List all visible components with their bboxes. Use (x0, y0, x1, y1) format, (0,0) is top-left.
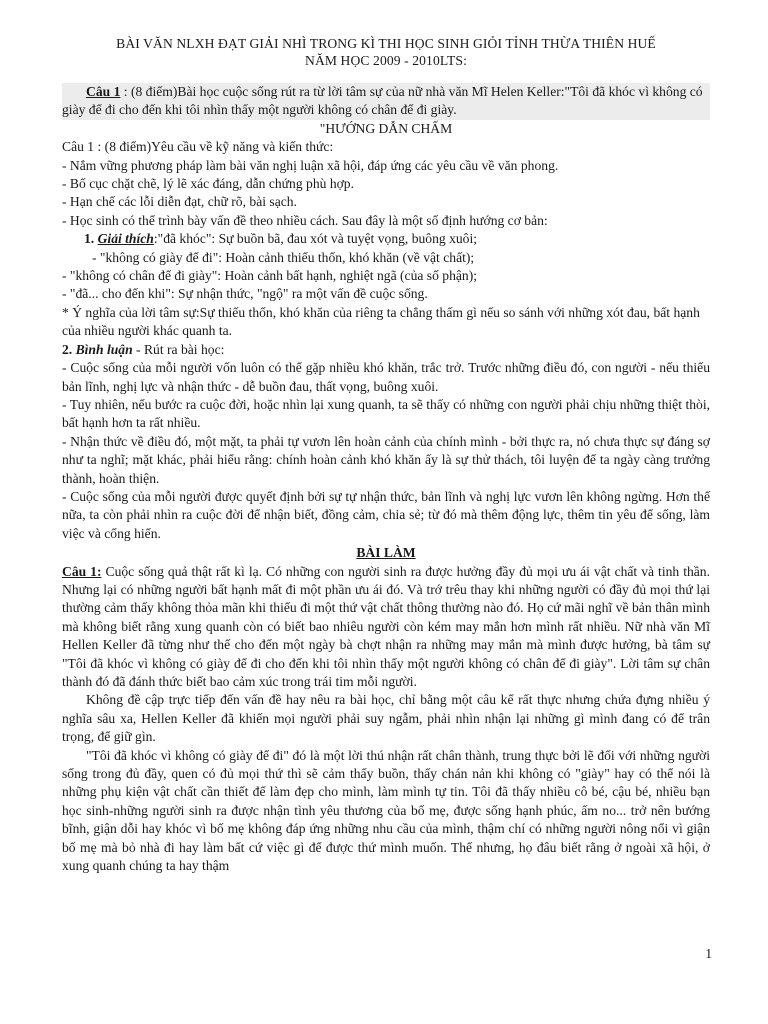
comment-item: - Cuộc sống của mỗi người vốn luôn có thể gặp nhiều khó khăn, trắc trở. Trước những điều đó, con người - nếu thiếu bản lĩnh, nghị lực và nhận thức - dễ buồn đau, thất vọng, buông xuôi. (62, 360, 710, 394)
requirement-item: - Học sinh có thể trình bày vấn đề theo nhiều cách. Sau đây là một số định hướng cơ bản: (62, 212, 548, 228)
essay-paragraph-1 (62, 563, 710, 692)
requirement-item: - Bố cục chặt chẽ, lý lẽ xác đáng, dẫn chứng phù hợp. (62, 176, 355, 192)
essay-label: Câu 1: (62, 563, 102, 579)
explain-line-1: :"đã khóc": Sự buồn bã, đau xót và tuyệt vọng, buông xuôi; (153, 231, 478, 247)
title-line-2: NĂM HỌC 2009 - 2010LTS: (305, 53, 467, 68)
explain-line-2: - "không có giày để đi": Hoàn cảnh thiếu thốn, khó khăn (về vật chất); (92, 249, 475, 265)
comment-subtitle: - Rút ra bài học: (132, 341, 225, 357)
comment-number: 2. (62, 341, 76, 357)
explain-label: Giải thích (97, 231, 154, 247)
document-title (62, 35, 710, 69)
document-page (62, 35, 710, 875)
requirements-intro: Câu 1 : (8 điểm)Yêu cầu về kỹ năng và kiến thức: (62, 139, 334, 155)
essay-paragraph-2: Không đề cập trực tiếp đến vấn đề hay nêu ra bài học, chỉ bằng một câu kể rất thực nhưng chứa đựng nhiều ý nghĩa sâu xa, Hellen Keller đã khiến mọi người phải suy ngẫm, phải nhìn nhận lại những gì mình đang có để trân trọng, để giữ gìn. (62, 692, 710, 745)
explain-line-4: - "đã... cho đến khi": Sự nhận thức, "ngộ" ra một vấn đề cuộc sống. (62, 286, 428, 302)
guide-title: "HƯỚNG DẪN CHẤM (319, 120, 453, 136)
question-label: Câu 1 (86, 84, 121, 99)
question-text: : (8 điểm)Bài học cuộc sống rút ra từ lời tâm sự của nữ nhà văn Mĩ Helen Keller:"Tôi đã khóc vì không có giày để đi cho đến khi tôi nhìn thấy một người không có chân để đi giày. (62, 84, 703, 118)
comment-item: - Tuy nhiên, nếu bước ra cuộc đời, hoặc nhìn lại xung quanh, ta sẽ thấy có những con người phải chịu những thiệt thòi, bất hạnh hơn ta rất nhiều. (62, 396, 710, 431)
essay-paragraph-3: "Tôi đã khóc vì không có giày để đi" đó là một lời thú nhận rất chân thành, trung thực bởi lẽ đối với những người sống trong đủ đầy, quen có đủ mọi thứ thì sẽ cảm thấy buồn, thấy chán nản khi không có "giày" hay có thể nói là những phụ kiện vật chất cần thiết để làm đẹp cho mình, làm mình tự tin. Tôi đã thấy nhiều cô bé, cậu bé, nhiều bạn học sinh-những người sinh ra được nhận tình yêu thương của bố mẹ, được sống hạnh phúc, ấm no... trở nên bướng bĩnh, giận dỗi hay khóc vì bố mẹ không đáp ứng những nhu cầu của mình, thậm chí có những người nông nổi vì giận bố mẹ mà bỏ nhà đi hay làm bất cứ việc gì để được thứ mình muốn. Thế nhưng, họ đâu biết rằng ở ngoài xã hội, ở xung quanh chúng ta hay thậm (62, 747, 710, 874)
title-line-1: BÀI VĂN NLXH ĐẠT GIẢI NHÌ TRONG KÌ THI HỌC SINH GIỎI TỈNH THỪA THIÊN HUẾ (116, 36, 656, 51)
requirement-item: - Nắm vững phương pháp làm bài văn nghị luận xã hội, đáp ứng các yêu cầu về văn phong. (62, 157, 559, 173)
requirement-item: - Hạn chế các lỗi diễn đạt, chữ rõ, bài sạch. (62, 194, 297, 210)
comment-label: Bình luận (75, 341, 133, 357)
essay-paragraph-1-text: Cuộc sống quả thật rất kì lạ. Có những con người sinh ra được hưởng đầy đủ mọi ưu ái vật chất và tinh thần. Nhưng lại có những người bất hạnh mất đi một phần ưu ái đó. Và trớ trêu thay khi những người có đầy đủ mọi thứ lại thường cảm thấy không thỏa mãn khi thiếu đi một thứ vật chất thông thường nào đó. Họ cứ mãi nghĩ về bản thân mình mà không biết rằng xung quanh còn có biết bao nhiêu người còn kém may mắn hơn mình rất nhiều. Nữ nhà văn Mĩ Hellen Keller đã từng như thế cho đến một ngày bà chợt nhận ra những may mắn mà mình được hưởng, bà tâm sự "Tôi đã khóc vì không có giày để đi cho đến khi tôi nhìn thấy một người không có chân để đi giày". Lời tâm sự chân thành đó đã đánh thức biết bao cảm xúc trong trái tim mỗi người. (62, 563, 710, 689)
explain-meaning: * Ý nghĩa của lời tâm sự:Sự thiếu thốn, khó khăn của riêng ta chẳng thấm gì nếu so sánh với những xót đau, bất hạnh của nhiều người khác quanh ta. (62, 304, 700, 339)
explain-line-3: - "không có chân để đi giày": Hoàn cảnh bất hạnh, nghiệt ngã (của số phận); (62, 268, 478, 284)
comment-item: - Nhận thức về điều đó, một mặt, ta phải tự vươn lên hoàn cảnh của chính mình - bởi thực ra, nó chưa thực sự đáng sợ như ta nghĩ; mặt khác, phải hiểu rằng: chính hoàn cảnh khó khăn ấy là sự thử thách, tôi luyện để ta ngày càng trưởng thành, hoàn thiện. (62, 433, 710, 486)
comment-item: - Cuộc sống của mỗi người được quyết định bởi sự tự nhận thức, bản lĩnh và nghị lực vươn lên không ngừng. Hơn thế nữa, ta còn phải nhìn ra cuộc đời để nhận biết, đồng cảm, chia sẻ; từ đó mà thêm động lực, thêm tin yêu để sống, làm việc và cống hiến. (62, 488, 710, 541)
question-paragraph (62, 83, 710, 120)
comment-heading (62, 341, 710, 359)
explain-number: 1. (84, 231, 98, 247)
explain-heading (62, 230, 710, 248)
page-number: 1 (705, 946, 712, 961)
essay-title: BÀI LÀM (356, 545, 416, 561)
